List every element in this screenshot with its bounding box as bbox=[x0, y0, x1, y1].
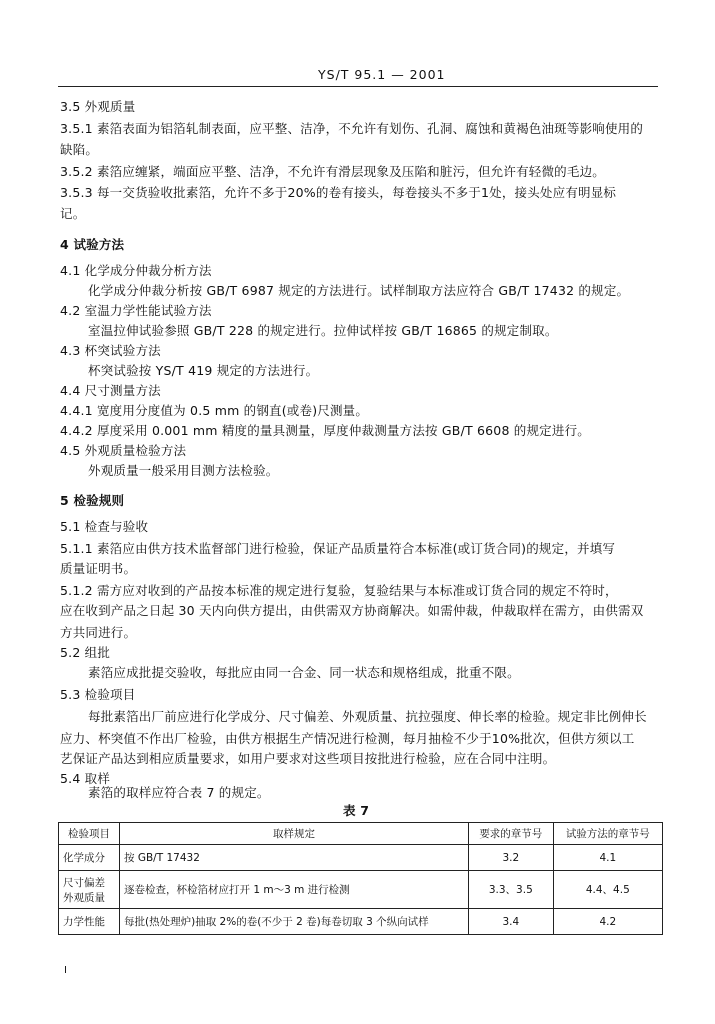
text-line: 杯突试验按 YS/T 419 规定的方法进行。 bbox=[88, 363, 319, 378]
cell-method: 4.4、4.5 bbox=[553, 871, 662, 909]
text-line: 3.5 外观质量 bbox=[60, 99, 136, 114]
text-line: 4.3 杯突试验方法 bbox=[60, 343, 161, 358]
text-line: 4.2 室温力学性能试验方法 bbox=[60, 303, 212, 318]
cell-req: 3.4 bbox=[469, 909, 554, 935]
text-line: 4.4.2 厚度采用 0.001 mm 精度的量具测量，厚度仲裁测量方法按 GB/T 6608 的规定进行。 bbox=[60, 423, 590, 438]
text-line: 5.3 检验项目 bbox=[60, 687, 136, 702]
text-line: 化学成分仲裁分析按 GB/T 6987 规定的方法进行。试样制取方法应符合 GB/T 17432 的规定。 bbox=[88, 283, 630, 298]
sampling-table bbox=[58, 822, 663, 935]
text-line: 5.1.2 需方应对收到的产品按本标准的规定进行复验，复验结果与本标准或订货合同的规定不符时， bbox=[60, 583, 618, 598]
text-line: 外观质量一般采用目测方法检验。 bbox=[88, 463, 279, 478]
text-line: 3.5.2 素箔应缠紧，端面应平整、洁净，不允许有滑层现象及压陷和脏污，但允许有轻微的毛边。 bbox=[60, 164, 605, 179]
cell-rule: 逐卷检查，杯检箔材应打开 1 m～3 m 进行检测 bbox=[120, 871, 469, 909]
text-line: 每批素箔出厂前应进行化学成分、尺寸偏差、外观质量、抗拉强度、伸长率的检验。规定非比例伸长 bbox=[88, 709, 647, 724]
text-line: 质量证明书。 bbox=[60, 561, 137, 576]
cell-item bbox=[59, 871, 120, 909]
cell-item bbox=[59, 909, 120, 935]
cell-item-text: 化学成分 bbox=[63, 852, 105, 864]
text-line: 5.2 组批 bbox=[60, 645, 111, 660]
text-line: 3.5.1 素箔表面为铝箔轧制表面，应平整、洁净，不允许有划伤、孔洞、腐蚀和黄褐色油斑等影响使用的 bbox=[60, 121, 644, 136]
text-line: 5.4 取样 bbox=[60, 771, 111, 786]
text-line: 艺保证产品达到相应质量要求，如用户要求对这些项目按批进行检验，应在合同中注明。 bbox=[60, 751, 556, 766]
text-line: 室温拉伸试验参照 GB/T 228 的规定进行。拉伸试样按 GB/T 16865 的规定制取。 bbox=[88, 323, 558, 338]
cell-req: 3.2 bbox=[469, 845, 554, 871]
cell-rule: 按 GB/T 17432 bbox=[120, 845, 469, 871]
text-line: 4.5 外观质量检验方法 bbox=[60, 443, 187, 458]
cell-req: 3.3、3.5 bbox=[469, 871, 554, 909]
table-row bbox=[59, 871, 663, 909]
col-header: 试验方法的章节号 bbox=[553, 823, 662, 845]
cell-item-text: 尺寸偏差 bbox=[63, 876, 105, 889]
text-line: 方共同进行。 bbox=[60, 625, 137, 640]
cell-rule: 每批(热处理炉)抽取 2%的卷(不少于 2 卷)每卷切取 3 个纵向试样 bbox=[120, 909, 469, 935]
text-line: 4.1 化学成分仲裁分析方法 bbox=[60, 263, 212, 278]
page-header: YS/T 95.1 — 2001 bbox=[318, 67, 446, 82]
col-header: 取样规定 bbox=[120, 823, 469, 845]
text-line: 3.5.3 每一交货验收批素箔，允许不多于20%的卷有接头，每卷接头不多于1处，接头处应有明显标 bbox=[60, 185, 617, 200]
page-mark: I bbox=[64, 965, 68, 976]
table-header-row bbox=[59, 823, 663, 845]
cell-item-text: 力学性能 bbox=[63, 916, 105, 928]
text-line: 记。 bbox=[60, 206, 86, 221]
cell-method: 4.1 bbox=[553, 845, 662, 871]
cell-item-text: 外观质量 bbox=[63, 891, 105, 904]
cell-item bbox=[59, 845, 120, 871]
text-line: 素箔的取样应符合表 7 的规定。 bbox=[88, 785, 270, 800]
section-heading: 4 试验方法 bbox=[60, 237, 125, 252]
table-row bbox=[59, 909, 663, 935]
table-row bbox=[59, 845, 663, 871]
header-rule bbox=[58, 86, 658, 87]
text-line: 5.1 检查与验收 bbox=[60, 519, 149, 534]
text-line: 应在收到产品之日起 30 天内向供方提出，由供需双方协商解决。如需仲裁，仲裁取样在需方，由供需双 bbox=[60, 603, 644, 618]
text-line: 4.4.1 宽度用分度值为 0.5 mm 的钢直(或卷)尺测量。 bbox=[60, 403, 369, 418]
text-line: 4.4 尺寸测量方法 bbox=[60, 383, 161, 398]
col-header: 检验项目 bbox=[59, 823, 120, 845]
col-header: 要求的章节号 bbox=[469, 823, 554, 845]
cell-method: 4.2 bbox=[553, 909, 662, 935]
table-caption: 表 7 bbox=[343, 803, 370, 818]
text-line: 素箔应成批提交验收，每批应由同一合金、同一状态和规格组成，批重不限。 bbox=[88, 665, 520, 680]
text-line: 缺陷。 bbox=[60, 142, 99, 157]
text-line: 应力、杯突值不作出厂检验，由供方根据生产情况进行检测，每月抽检不少于10%批次，但供方须以工 bbox=[60, 731, 635, 746]
text-line: 5.1.1 素箔应由供方技术监督部门进行检验，保证产品质量符合本标准(或订货合同)的规定，并填写 bbox=[60, 541, 616, 556]
section-heading: 5 检验规则 bbox=[60, 493, 125, 508]
